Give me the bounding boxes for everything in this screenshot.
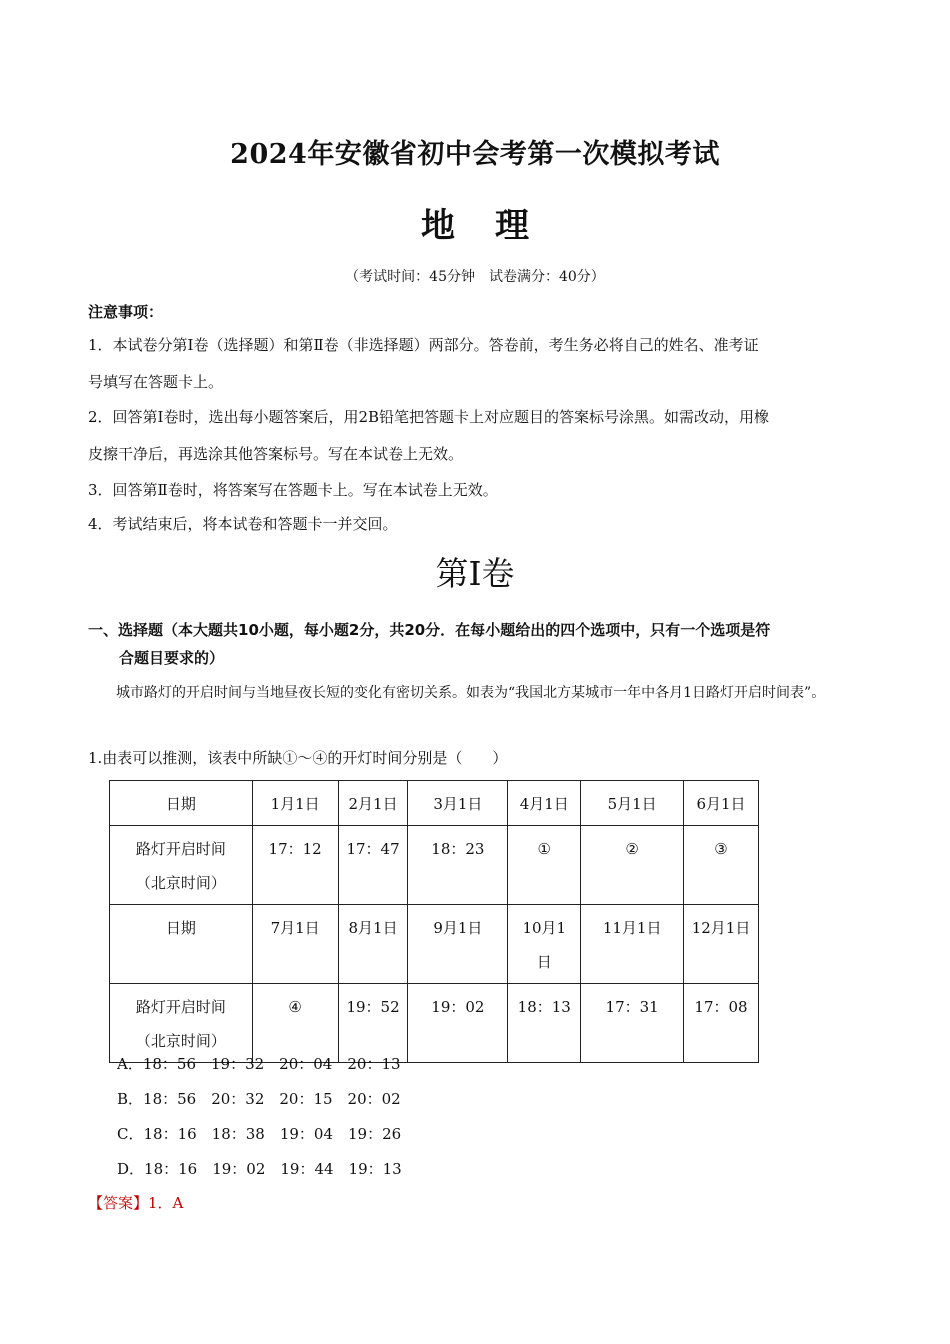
section-heading-line1: 一、选择题（本大题共10小题，每小题2分，共20分．在每小题给出的四个选项中，只有一个选项是符 bbox=[88, 621, 771, 639]
date-cell: 7月1日 bbox=[252, 905, 338, 984]
option-a: A．18：56 19：32 20：04 20：13 bbox=[117, 1055, 401, 1073]
date-cell: 10月1日 bbox=[508, 905, 581, 984]
subject-title: 地理 bbox=[421, 206, 569, 246]
volume-title: 第Ⅰ卷 bbox=[435, 554, 515, 593]
time-label-cell bbox=[110, 826, 253, 905]
date-cell: 5月1日 bbox=[581, 781, 684, 826]
notice-heading: 注意事项： bbox=[88, 303, 164, 321]
notice-line: 号填写在答题卡上。 bbox=[88, 373, 224, 391]
time-label-line2: （北京时间） bbox=[135, 1032, 226, 1050]
date-cell: 11月1日 bbox=[581, 905, 684, 984]
date-cell: 3月1日 bbox=[408, 781, 508, 826]
question-stem: 1.由表可以推测，该表中所缺①～④的开灯时间分别是（ ） bbox=[88, 749, 508, 767]
time-label-line2: （北京时间） bbox=[135, 874, 226, 892]
option-c: C．18：16 18：38 19：04 19：26 bbox=[117, 1125, 402, 1143]
date-cell: 2月1日 bbox=[338, 781, 408, 826]
exam-info: （考试时间：45分钟 试卷满分：40分） bbox=[345, 269, 605, 285]
time-cell: 17：08 bbox=[684, 984, 759, 1063]
time-cell: ② bbox=[581, 826, 684, 905]
answer-value: 1．A bbox=[148, 1194, 184, 1212]
option-d: D．18：16 19：02 19：44 19：13 bbox=[117, 1160, 402, 1178]
notice-line: 2．回答第Ⅰ卷时，选出每小题答案后，用2B铅笔把答题卡上对应题目的答案标号涂黑。如需改动，用橡 bbox=[88, 408, 770, 426]
date-cell: 12月1日 bbox=[684, 905, 759, 984]
time-cell: 17：31 bbox=[581, 984, 684, 1063]
date-cell: 6月1日 bbox=[684, 781, 759, 826]
table-row bbox=[110, 781, 759, 826]
section-heading-line2: 合题目要求的） bbox=[119, 649, 225, 667]
time-cell: 17：12 bbox=[252, 826, 338, 905]
time-cell: 19：52 bbox=[338, 984, 408, 1063]
answer-tag: 【答案】 bbox=[88, 1194, 149, 1212]
time-label-line1: 路灯开启时间 bbox=[135, 840, 226, 858]
notice-line: 3．回答第Ⅱ卷时，将答案写在答题卡上。写在本试卷上无效。 bbox=[88, 481, 498, 499]
lamp-time-table bbox=[109, 780, 759, 1063]
date-cell: 9月1日 bbox=[408, 905, 508, 984]
section-heading bbox=[88, 616, 868, 672]
time-cell: 18：23 bbox=[408, 826, 508, 905]
time-cell: ① bbox=[508, 826, 581, 905]
time-cell: ④ bbox=[252, 984, 338, 1063]
time-label-cell bbox=[110, 984, 253, 1063]
date-label-cell: 日期 bbox=[110, 781, 253, 826]
notice-line: 4．考试结束后，将本试卷和答题卡一并交回。 bbox=[88, 515, 398, 533]
answer-line bbox=[88, 1192, 183, 1213]
option-b: B．18：56 20：32 20：15 20：02 bbox=[117, 1090, 401, 1108]
date-label-cell: 日期 bbox=[110, 905, 253, 984]
question-intro: 城市路灯的开启时间与当地昼夜长短的变化有密切关系。如表为“我国北方某城市一年中各月1日路灯开启时间表”。 bbox=[116, 685, 826, 701]
table-row bbox=[110, 984, 759, 1063]
time-cell: 18：13 bbox=[508, 984, 581, 1063]
time-cell: 17：47 bbox=[338, 826, 408, 905]
date-cell: 1月1日 bbox=[252, 781, 338, 826]
date-cell: 8月1日 bbox=[338, 905, 408, 984]
time-label-line1: 路灯开启时间 bbox=[135, 998, 226, 1016]
time-cell: ③ bbox=[684, 826, 759, 905]
table-row bbox=[110, 905, 759, 984]
notice-line: 皮擦干净后，再选涂其他答案标号。写在本试卷上无效。 bbox=[88, 445, 464, 463]
date-cell: 4月1日 bbox=[508, 781, 581, 826]
table-row bbox=[110, 826, 759, 905]
time-cell: 19：02 bbox=[408, 984, 508, 1063]
notice-line: 1．本试卷分第Ⅰ卷（选择题）和第Ⅱ卷（非选择题）两部分。答卷前，考生务必将自己的姓名、准考证 bbox=[88, 336, 759, 354]
exam-title: 2024年安徽省初中会考第一次模拟考试 bbox=[230, 139, 720, 170]
